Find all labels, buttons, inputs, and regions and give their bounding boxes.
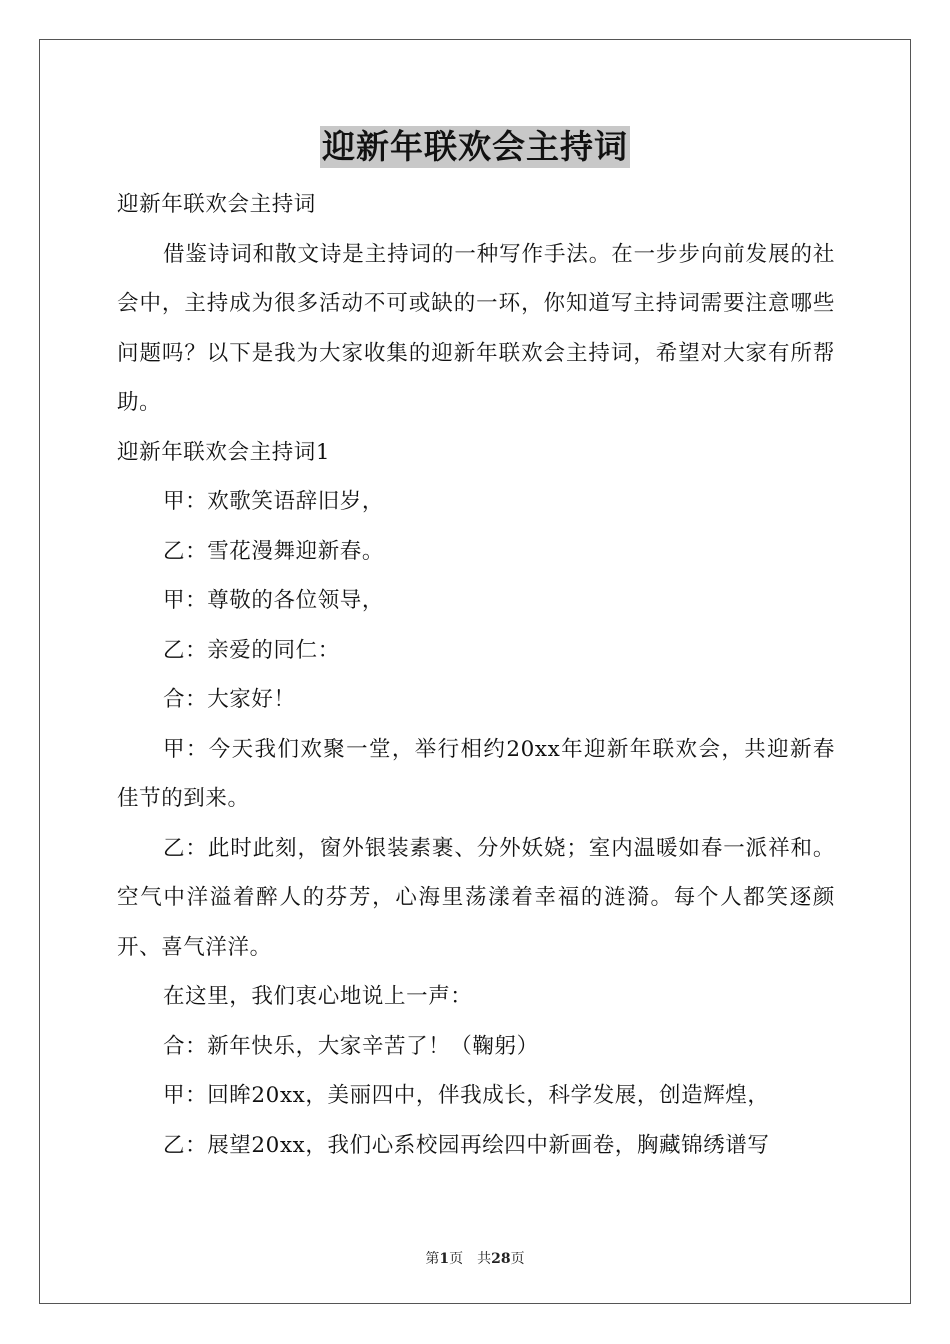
script-line: 甲：尊敬的各位领导，: [163, 588, 385, 613]
intro-paragraph: 借鉴诗词和散文诗是主持词的一种写作手法。在一步步向前发展的社会中，主持成为很多活动不可或缺的一环，你知道写主持词需要注意哪些问题吗？以下是我为大家收集的迎新年联欢会主持词，希望对大家有所帮助。: [117, 241, 835, 415]
document-title: 迎新年联欢会主持词: [322, 127, 628, 166]
footer-total-prefix: 共: [477, 1251, 492, 1267]
script-line: 合：大家好！: [163, 687, 296, 712]
script-line: 乙：亲爱的同仁：: [163, 637, 340, 663]
footer-total-suffix: 页: [510, 1251, 525, 1267]
subtitle-line: 迎新年联欢会主持词: [117, 192, 316, 217]
script-line: 乙：展望20xx，我们心系校园再绘四中新画卷，胸藏锦绣谱写: [163, 1132, 770, 1158]
footer-page-number: 1: [439, 1251, 450, 1267]
script-line: 乙：雪花漫舞迎新春。: [163, 538, 385, 564]
script-line: 甲：今天我们欢聚一堂，举行相约20xx年迎新年联欢会，共迎新春佳节的到来。: [117, 736, 835, 811]
script-line: 合：新年快乐，大家辛苦了！（鞠躬）: [163, 1033, 539, 1059]
page-footer: [0, 1248, 950, 1268]
section-heading: 迎新年联欢会主持词1: [117, 439, 331, 465]
script-line: 乙：此时此刻，窗外银装素裹、分外妖娆；室内温暖如春一派祥和。空气中洋溢着醉人的芬芳，心海里荡漾着幸福的涟漪。每个人都笑逐颜开、喜气洋洋。: [117, 835, 835, 960]
footer-total-pages: 28: [491, 1251, 511, 1267]
script-line: 在这里，我们衷心地说上一声：: [163, 984, 473, 1009]
footer-prefix: 第: [425, 1251, 440, 1267]
script-line: 甲：欢歌笑语辞旧岁，: [163, 489, 385, 514]
document-body: [117, 180, 835, 1170]
script-line: 甲：回眸20xx，美丽四中，伴我成长，科学发展，创造辉煌，: [163, 1083, 770, 1108]
title-wrap: [0, 126, 950, 168]
footer-page-suffix: 页: [449, 1251, 464, 1267]
